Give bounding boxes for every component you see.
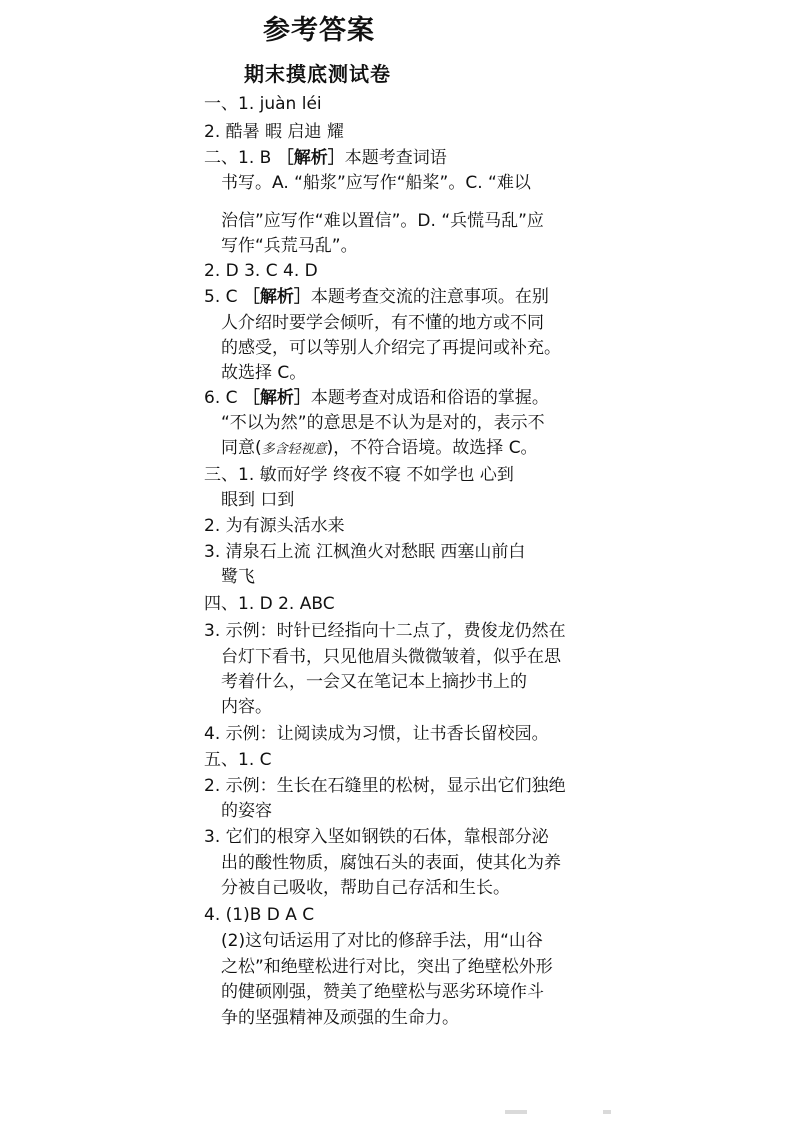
answer-line: 2. 为有源头活水来 (204, 516, 345, 536)
answer-line: 的感受，可以等别人介绍完了再提问或补充。 (221, 338, 561, 358)
answer-line: 分被自己吸收，帮助自己存活和生长。 (221, 878, 510, 898)
answer-line: 写作“兵荒马乱”。 (221, 236, 358, 256)
analysis-tag: ［解析］ (242, 388, 311, 408)
answer-line: 3. 示例：时针已经指向十二点了，费俊龙仍然在 (204, 621, 566, 641)
note-text: 多含轻视意 (261, 442, 327, 457)
answer-line: 2. D 3. C 4. D (204, 261, 318, 281)
answer-line: 书写。A. “船浆”应写作“船桨”。C. “难以 (221, 173, 531, 193)
answer-line: 三、1. 敏而好学 终夜不寝 不如学也 心到 (204, 465, 514, 485)
scan-mark (505, 1110, 527, 1114)
answer-line: 的健硕刚强，赞美了绝壁松与恶劣环境作斗 (221, 982, 544, 1002)
answer-line: 台灯下看书，只见他眉头微微皱着，似乎在思 (221, 647, 561, 667)
answer-line: 争的坚强精神及顽强的生命力。 (221, 1008, 459, 1028)
answer-line: 2. 示例：生长在石缝里的松树，显示出它们独绝 (204, 776, 566, 796)
answer-line: 四、1. D 2. ABC (204, 594, 335, 614)
answer-line: 故选择 C。 (221, 363, 307, 383)
analysis-tag: ［解析］ (276, 148, 345, 168)
answer-line: 治信”应写作“难以置信”。D. “兵慌马乱”应 (221, 211, 544, 231)
answer-line: 2. 酷暑 暇 启迪 耀 (204, 122, 344, 142)
answer-line: 同意(多含轻视意)，不符合语境。故选择 C。 (221, 438, 538, 458)
answer-line: 考着什么，一会又在笔记本上摘抄书上的 (221, 672, 527, 692)
answer-line: 6. C ［解析］本题考查对成语和俗语的掌握。 (204, 388, 549, 408)
answer-line: 人介绍时要学会倾听，有不懂的地方或不同 (221, 313, 544, 333)
scan-mark (603, 1110, 611, 1114)
answer-line: 3. 清泉石上流 江枫渔火对愁眠 西塞山前白 (204, 542, 526, 562)
answer-line: 3. 它们的根穿入坚如钢铁的石体，靠根部分泌 (204, 827, 549, 847)
answer-line: 二、1. B ［解析］本题考查词语 (204, 148, 447, 168)
answer-line: 5. C ［解析］本题考查交流的注意事项。在别 (204, 287, 549, 307)
answer-line: 之松”和绝壁松进行对比，突出了绝壁松外形 (221, 957, 553, 977)
answer-line: “不以为然”的意思是不认为是对的，表示不 (221, 413, 545, 433)
answer-line: 4. 示例：让阅读成为习惯，让书香长留校园。 (204, 724, 549, 744)
answer-line: 4. (1)B D A C (204, 905, 315, 925)
answer-line: 一、1. juàn léi (204, 94, 322, 114)
answer-line: 鹭飞 (221, 567, 255, 587)
answer-line: 眼到 口到 (221, 490, 295, 510)
page-title: 参考答案 (263, 15, 375, 46)
page-subtitle: 期末摸底测试卷 (244, 62, 391, 86)
answer-line: 五、1. C (204, 750, 272, 770)
analysis-tag: ［解析］ (242, 287, 311, 307)
answer-line: 的姿容 (221, 801, 272, 821)
answer-line: (2)这句话运用了对比的修辞手法，用“山谷 (221, 931, 543, 951)
answer-line: 出的酸性物质，腐蚀石头的表面，使其化为养 (221, 853, 561, 873)
answer-line: 内容。 (221, 697, 272, 717)
